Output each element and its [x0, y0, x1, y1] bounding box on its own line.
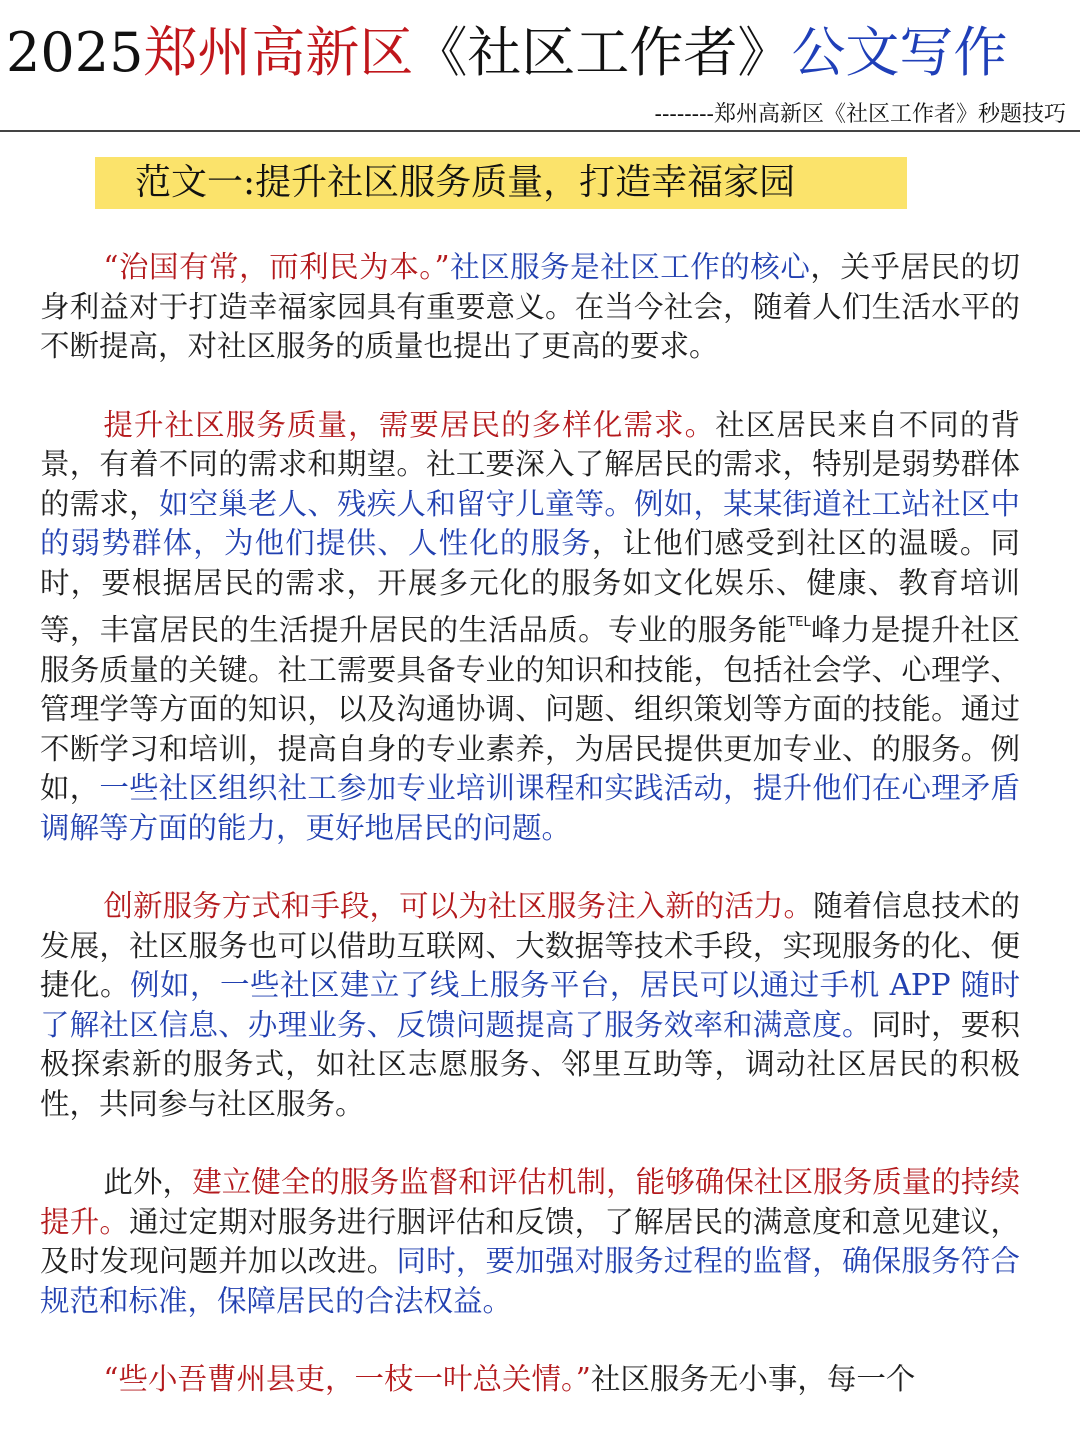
body-text: 同时，要积极探索新的服务式，如社区志愿服务、邻里互助等，调动社区居民的积极性，共同参与社区服务。 — [40, 1007, 1020, 1121]
body-text: 随着信息技术的发展，社区服务也可以借助互联网、大数据等技术手段，实现服务的化、便捷化。 — [40, 889, 1020, 1002]
section-banner — [95, 157, 907, 209]
key-point: 创新服务方式和手段，可以为社区服务注入新的活力。 — [103, 889, 814, 923]
key-point: 建立健全的服务监督和评估机制，能够确保社区服务质量的持续提升。 — [40, 1165, 1020, 1239]
body-text: 峰力是提升社区服务质量的关键。社工需要具备专业的知识和技能，包括社会学、心理学、管理学等方面的知识，以及沟通协调、问题、组织策划等方面的技能。通过不断学习和培训，提高自身的专业素养，为居民提供更加专业、的服务。例如， — [40, 613, 1020, 805]
page-subtitle: --------郑州高新区《社区工作者》秒题技巧 — [654, 102, 1066, 127]
title-place: 郑州高新区 — [143, 21, 414, 84]
example-text: 同时，要加强对服务过程的监督，确保服务符合规范和标准，保障居民的合法权益。 — [40, 1244, 1020, 1318]
example-text: 一些社区组织社工参加专业培训课程和实践活动，提升他们在心理矛盾调解等方面的能力，更好地居民的问题。 — [40, 771, 1020, 845]
tel-mark: TEL — [787, 615, 811, 630]
body-text: 通过定期对服务进行胭评估和反馈，了解居民的满意度和意见建议，及时发现问题并加以改进。 — [40, 1204, 1020, 1278]
body-text: 社区居民来自不同的背景，有着不同的需求和期望。社工要深入了解居民的需求，特别是弱势群体的需求， — [40, 407, 1020, 521]
quote-opening: “治国有常，而利民为本。” — [103, 250, 450, 284]
title-book: 《社区工作者》 — [413, 21, 792, 84]
page-title — [6, 18, 1007, 88]
page-header — [0, 0, 1080, 132]
section-heading: 范文一:提升社区服务质量，打造幸福家园 — [135, 162, 796, 203]
article-body — [40, 248, 1020, 1438]
paragraph-3 — [40, 887, 1020, 1124]
title-topic: 公文写作 — [791, 21, 1008, 84]
header-divider — [0, 130, 1080, 132]
key-point: 提升社区服务质量，需要居民的多样化需求。 — [103, 407, 716, 442]
example-text: 例如，一些社区建立了线上服务平台，居民可以通过手机 APP 随时了解社区信息、办理业务、反馈问题提高了服务效率和满意度。 — [40, 968, 1020, 1042]
paragraph-2 — [40, 406, 1020, 849]
body-text: ，让他们感受到社区的温暖。同时，要根据居民的需求，开展多元化的服务如文化娱乐、健康、教育培训等，丰富居民的生活提升居民的生活品质。专业的服务能 — [40, 526, 1020, 647]
paragraph-5 — [40, 1360, 1020, 1400]
paragraph-4 — [40, 1163, 1020, 1321]
body-text: ，关乎居民的切身利益对于打造幸福家园具有重要意义。在当今社会，随着人们生活水平的不断提高，对社区服务的质量也提出了更高的要求。 — [40, 250, 1020, 363]
example-text: 如空巢老人、残疾人和留守儿童等。例如，某某街道社工站社区中的弱势群体，为他们提供、人性化的服务 — [40, 486, 1020, 560]
key-point: 社区服务是社区工作的核心 — [449, 250, 811, 284]
body-text: 此外， — [103, 1165, 193, 1199]
body-text: 社区服务无小事，每一个 — [590, 1362, 916, 1396]
quote-opening: “些小吾曹州县吏，一枝一叶总关情。” — [103, 1362, 591, 1396]
title-year: 2025 — [6, 21, 144, 84]
paragraph-1 — [40, 248, 1020, 367]
